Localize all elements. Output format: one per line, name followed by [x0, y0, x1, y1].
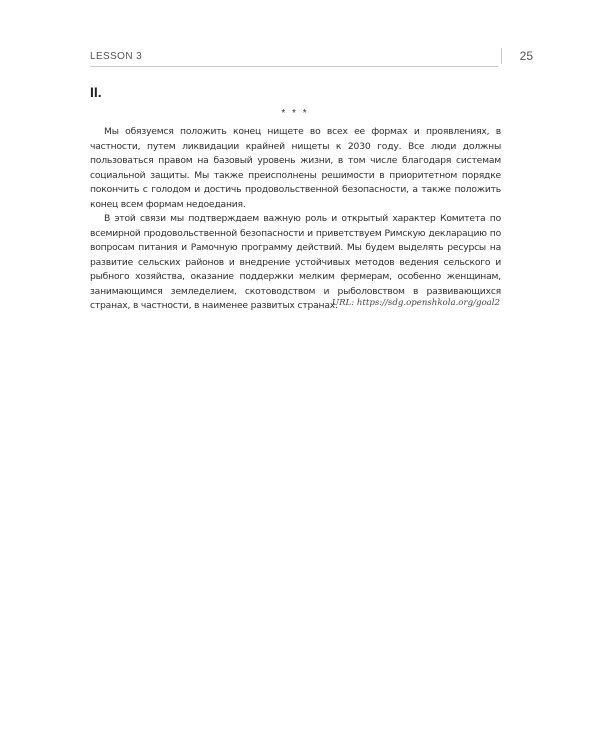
body-text — [90, 125, 501, 314]
header-rule — [90, 66, 498, 67]
separator-asterisks: * * * — [281, 108, 309, 119]
paragraph-1: Мы обязуемся положить конец нищете во всех ее формах и проявлениях, в частности, путем ликвидации крайней нищеты к 2030 году. Все люди должны пользоваться правом на базовый уровень жизни, в том числе благодаря системам социальной защиты. Мы также преисполнены решимости в приоритетном порядке покончить с голодом и достичь продовольственной безопасности, а также положить конец всем формам недоедания. — [90, 126, 501, 210]
lesson-label: LESSON 3 — [90, 51, 143, 62]
page-number: 25 — [519, 49, 533, 63]
paragraph-2: В этой связи мы подтверждаем важную роль и открытый характер Комитета по всемирной продовольственной безопасности и приветствуем Римскую декларацию по вопросам питания и Рамочную программу действий. Мы будем выделять ресурсы на развитие сельских районов и внедрение устойчивых методов ведения сельского и рыбного хозяйства, оказание поддержки мелким фермерам, особенно женщинам, занимающимся земледелием, скотоводством и рыболовством в развивающихся странах, в частности, в наименее развитых странах. — [90, 213, 501, 311]
section-number: II. — [90, 84, 102, 100]
header-divider — [501, 48, 502, 64]
page-header — [90, 48, 533, 70]
source-url[interactable]: URL: https://sdg.openshkola.org/goal2 — [331, 298, 500, 308]
